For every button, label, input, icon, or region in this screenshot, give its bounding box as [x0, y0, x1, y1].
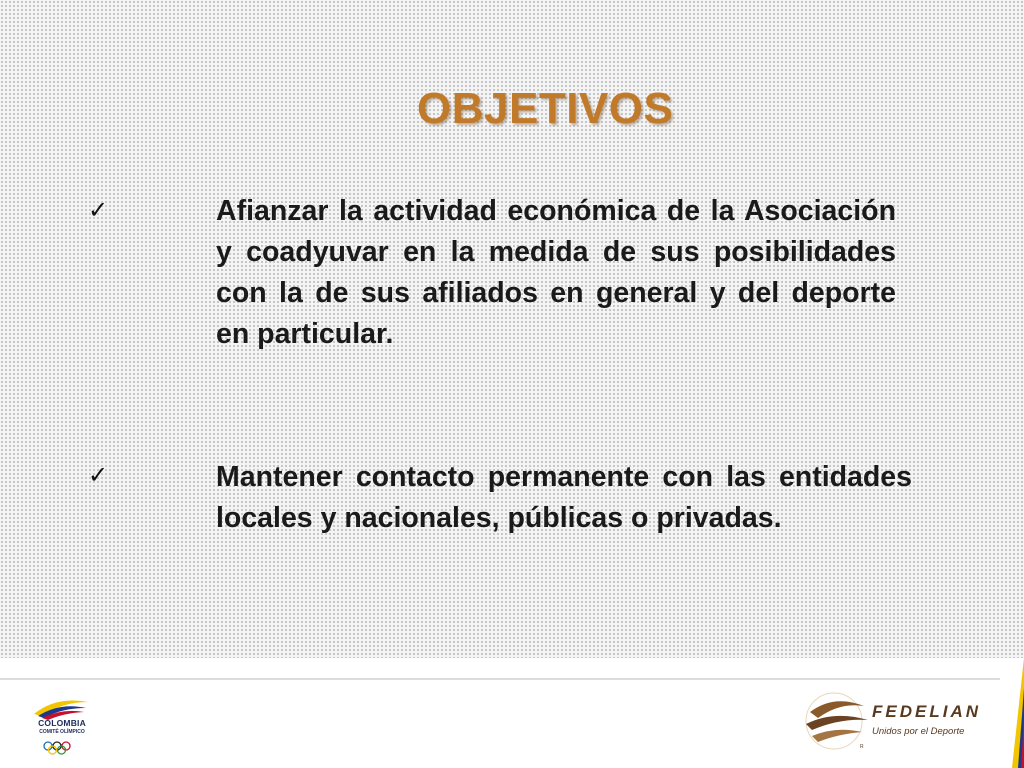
- check-icon: ✓: [88, 197, 109, 224]
- colombia-logo-name: COLOMBIA: [38, 718, 86, 728]
- slide-title: OBJETIVOS: [417, 84, 674, 133]
- fedelian-logo-mark: [800, 690, 875, 752]
- objective-text-1: Afianzar la actividad económica de la Asociación y coadyuvar en la medida de sus posibilidades con la de sus afiliados en general y del deporte en particular.: [216, 195, 896, 350]
- fedelian-logo-name: FEDELIAN: [872, 702, 981, 721]
- objective-text-2: Mantener contacto permanente con las entidades locales y nacionales, públicas o privadas.: [216, 461, 912, 534]
- check-icon: ✓: [88, 462, 109, 489]
- fedelian-logo-slogan: Unidos por el Deporte: [872, 726, 965, 737]
- registered-mark: R: [860, 744, 864, 750]
- flag-stripes-decoration: [994, 658, 1024, 768]
- footer-divider: [0, 678, 1000, 680]
- colombia-logo-subtitle: COMITÉ OLÍMPICO: [39, 729, 85, 735]
